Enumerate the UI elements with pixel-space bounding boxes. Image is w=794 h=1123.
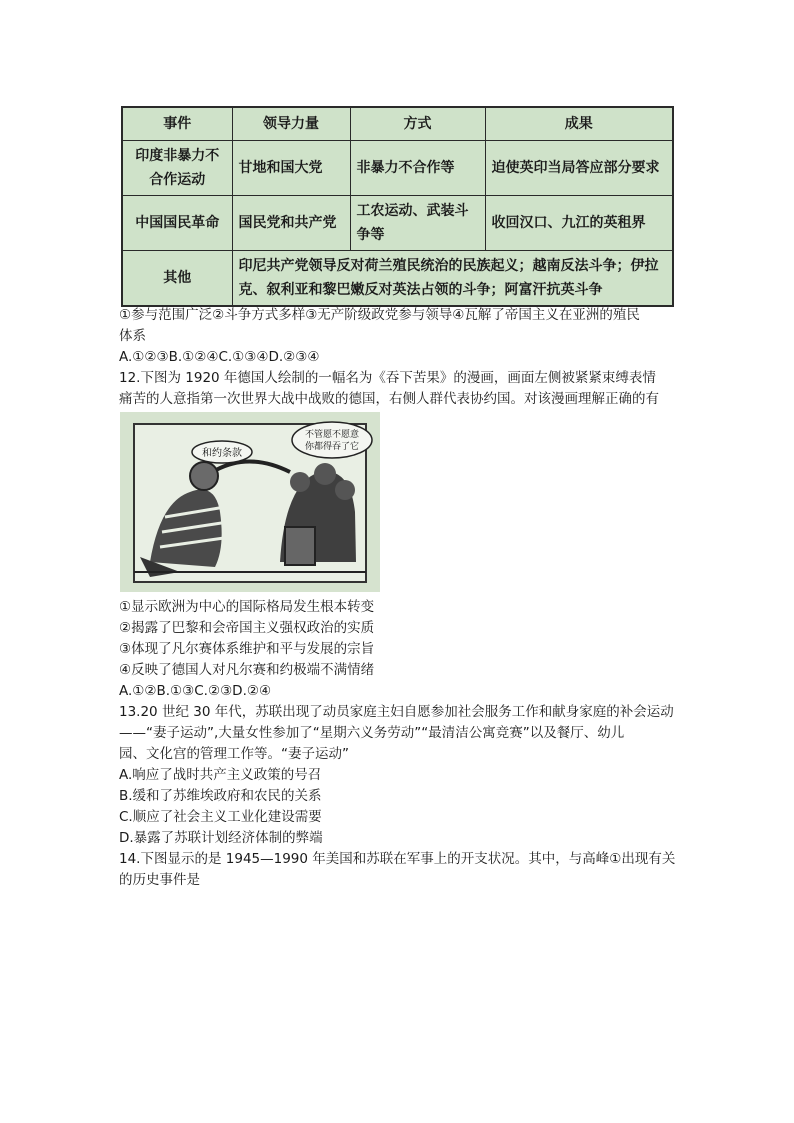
q14-stem-line1: 14.下图显示的是 1945—1990 年美国和苏联在军事上的开支状况。其中，与高峰①出现有关: [119, 851, 676, 867]
table-header-cell: 成果: [485, 107, 673, 141]
table-header-cell: 领导力量: [232, 107, 350, 141]
table-row: [122, 196, 673, 251]
table-cell: 甘地和国大党: [232, 141, 350, 196]
table-cell: 迫使英印当局答应部分要求: [485, 141, 673, 196]
q12-stem-line1: 12.下图为 1920 年德国人绘制的一幅名为《吞下苦果》的漫画，画面左侧被紧紧束缚表情: [119, 370, 656, 386]
q13-stem-line2: ——“妻子运动”,大量女性参加了“星期六义务劳动”“最清洁公寓竞赛”以及餐厅、幼儿: [119, 725, 625, 741]
cartoon-illustration: [120, 412, 380, 592]
q11-options: A.①②③B.①②④C.①③④D.②③④: [119, 349, 320, 365]
table-cell: 印度非暴力不合作运动: [122, 141, 232, 196]
q12-statement: ②揭露了巴黎和会帝国主义强权政治的实质: [119, 620, 375, 636]
bubble-left-text: 和约条款: [202, 448, 242, 459]
q12-stem-line2: 痛苦的人意指第一次世界大战中战败的德国，右侧人群代表协约国。对该漫画理解正确的有: [119, 391, 659, 407]
table-cell: 国民党和共产党: [232, 196, 350, 251]
q12-statement: ④反映了德国人对凡尔赛和约极端不满情绪: [119, 662, 375, 678]
q12-statement: ③体现了凡尔赛体系维护和平与发展的宗旨: [119, 641, 375, 657]
table-row: [122, 141, 673, 196]
q12-options: A.①②B.①③C.②③D.②④: [119, 683, 272, 699]
table-row-other: [122, 251, 673, 307]
bubble-right-text-line1: 不管愿不愿意: [304, 430, 360, 440]
q13-stem-line1: 13.20 世纪 30 年代，苏联出现了动员家庭主妇自愿参加社会服务工作和献身家庭的补会运动: [119, 704, 674, 720]
table-header-cell: 方式: [350, 107, 485, 141]
q13-option-d: D.暴露了苏联计划经济体制的弊端: [119, 830, 323, 846]
q14-stem-line2: 的历史事件是: [119, 872, 200, 888]
cartoon-swallow-bitter-fruit: [120, 412, 380, 592]
table-header-cell: 事件: [122, 107, 232, 141]
table-cell: 非暴力不合作等: [350, 141, 485, 196]
q13-option-a: A.响应了战时共产主义政策的号召: [119, 767, 322, 783]
q11-statements-line2: 体系: [119, 328, 146, 344]
table-cell: 其他: [122, 251, 232, 307]
table-cell: 收回汉口、九江的英租界: [485, 196, 673, 251]
events-table: [121, 106, 674, 307]
q13-stem-line3: 园、文化宫的管理工作等。“妻子运动”: [119, 746, 349, 762]
q12-statement: ①显示欧洲为中心的国际格局发生根本转变: [119, 599, 375, 615]
table-header-row: [122, 107, 673, 141]
q13-option-c: C.顺应了社会主义工业化建设需要: [119, 809, 322, 825]
table-cell: 工农运动、武装斗争等: [350, 196, 485, 251]
table-cell: 中国国民革命: [122, 196, 232, 251]
q13-option-b: B.缓和了苏维埃政府和农民的关系: [119, 788, 322, 804]
q11-statements-line1: ①参与范围广泛②斗争方式多样③无产阶级政党参与领导④瓦解了帝国主义在亚洲的殖民: [119, 307, 640, 323]
bubble-right-text-line2: 你都得吞了它: [304, 442, 360, 452]
table-cell-other-text: 印尼共产党领导反对荷兰殖民统治的民族起义；越南反法斗争；伊拉克、叙利亚和黎巴嫩反对英法占领的斗争；阿富汗抗英斗争: [232, 251, 673, 307]
